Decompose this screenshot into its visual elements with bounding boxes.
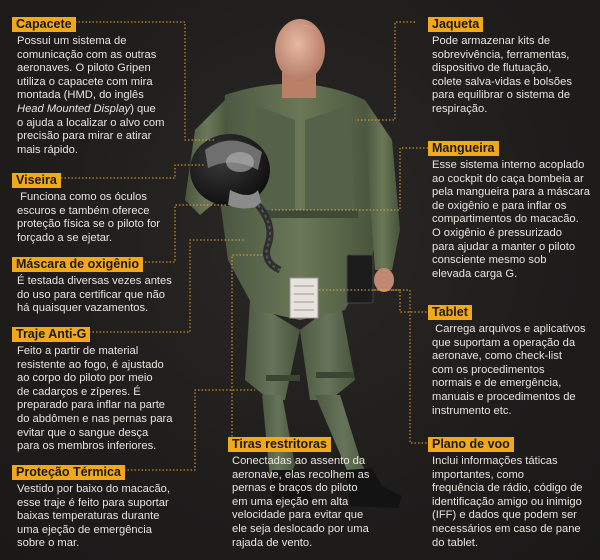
text-line: ao corpo do piloto por meio [17,372,153,385]
text-line: pernas e braços do piloto [232,482,358,495]
callout-capacete-text [17,35,197,157]
text-line: evitar que o sangue desça [17,426,149,439]
text-line: É testada diversas vezes antes [17,275,172,287]
callout-traje-title: Traje Anti-G [12,327,90,342]
text-line: Feito a partir de material [17,345,139,357]
text-line: instrumento etc. [432,404,512,417]
text-suffix: ) que [130,102,156,115]
text-line [17,103,197,117]
text-line: sobre o mar. [17,537,80,550]
callout-protecao-title: Proteção Térmica [12,465,125,480]
text-line: uma ejeção de emergência [17,523,152,536]
text-italic: Head Mounted Display [17,102,131,115]
callout-mascara-text [17,275,197,316]
callout-protecao-text [17,483,207,551]
text-line: normais e de emergência, [432,377,562,390]
callout-plano-title: Plano de voo [428,437,514,452]
text-line: O oxigênio é pressurizado [432,226,562,239]
text-line: resistente ao fogo, é ajustado [17,358,164,371]
text-line: montada (HMD, do inglês [17,89,144,102]
text-line: Pode armazenar kits de [432,35,551,47]
text-line: há quaisquer vazamentos. [17,302,149,315]
text-line: ele seja deslocado por uma [232,522,369,535]
text-line: esse traje é feito para suportar [17,496,169,509]
connector-plano [318,290,430,443]
callout-mascara-title: Máscara de oxigênio [12,257,143,272]
text-line: elevada carga G. [432,267,518,280]
text-line: aeronaves. O piloto Gripen [17,62,151,75]
text-line: para ajudar a manter o piloto [432,240,576,253]
text-line: importantes, como [432,468,525,481]
text-line: Funciona como os óculos [17,191,147,203]
callout-tablet-title: Tablet [428,305,472,320]
text-line: velocidade para evitar que [232,509,364,522]
text-line: aeronave, elas recolhem as [232,468,370,481]
text-line: Inclui informações táticas [432,455,558,467]
text-line: colete salva-vidas e bolsões [432,75,572,88]
callout-viseira-title: Viseira [12,173,61,188]
text-line: sobrevivência, ferramentas, [432,48,570,61]
connector-tiras [232,255,262,440]
text-line: comunicação com as outras [17,48,157,61]
callout-plano-text [432,455,598,550]
callout-traje-text [17,345,197,454]
text-line: de oxigênio e para inflar os [432,199,567,212]
text-line: do tablet. [432,536,479,549]
text-line: que suportam a operação da [432,336,576,349]
callout-tablet-text [432,323,598,418]
text-line: escuros e também oferece [17,204,150,217]
text-line: forçado a se ejetar. [17,231,113,244]
text-line: respiração. [432,102,488,115]
callout-mangueira-text [432,159,598,281]
text-line: Carrega arquivos e aplicativos [432,323,586,335]
text-line: Conectadas ao assento da [232,455,366,467]
callout-jaqueta-text [432,35,598,117]
text-line: necessários em caso de pane [432,522,581,535]
text-line: do abdômen e nas pernas para [17,412,173,425]
callout-tiras-text [232,455,402,550]
text-line: para os membros inferiores. [17,440,157,453]
text-line: Possui um sistema de [17,35,127,47]
text-line: preparado para inflar na parte [17,399,166,412]
text-line: (IFF) e dados que podem ser [432,509,577,522]
text-line: frequência de rádio, código de [432,482,583,495]
connector-mangueira [270,148,435,210]
callout-capacete-title: Capacete [12,17,76,32]
text-line: ao cockpit do caça bombeia ar [432,172,584,185]
text-line: em uma ejeção em alta [232,495,349,508]
callout-viseira-text [17,191,197,245]
text-line: identificação amigo ou inimigo [432,495,582,508]
text-line: baixas temperaturas durante [17,510,160,523]
text-line: de cadarços e zíperes. É [17,385,141,398]
text-line: consciente mesmo sob [432,254,547,267]
text-line: rajada de vento. [232,536,313,549]
connector-tablet [372,290,430,312]
text-line: Esse sistema interno acoplado [432,159,585,171]
text-line: manuais e procedimentos de [432,390,576,403]
callout-mangueira-title: Mangueira [428,141,499,156]
text-line: o ajuda a localizar o alvo com [17,116,165,129]
text-line: proteção física se o piloto for [17,218,161,231]
text-line: dispositivo de flutuação, [432,62,552,75]
text-line: pela mangueira para a máscara [432,186,590,199]
text-line: aeronave, como check-list [432,350,562,363]
callout-tiras-title: Tiras restritoras [228,437,331,452]
text-line: compartimentos do macacão. [432,213,579,226]
connector-jaqueta [355,22,415,120]
callout-jaqueta-title: Jaqueta [428,17,483,32]
text-line: utiliza o capacete com mira [17,75,153,88]
text-line: com os procedimentos [432,363,545,376]
text-line: do uso para certificar que não [17,288,166,301]
text-line: precisão para mirar e atirar [17,130,152,143]
text-line: Vestido por baixo do macacão, [17,483,170,495]
text-line: mais rápido. [17,143,78,156]
text-line: para equilibrar o sistema de [432,89,571,102]
